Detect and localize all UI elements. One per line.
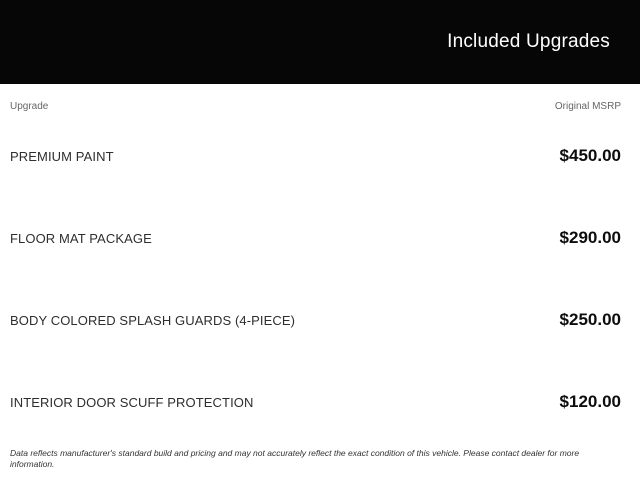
upgrade-name: FLOOR MAT PACKAGE [10,230,152,246]
upgrade-name: PREMIUM PAINT [10,148,114,164]
disclaimer-text: Data reflects manufacturer's standard build and pricing and may not accurately reflect the exact condition of this vehicle. Please contact dealer for more information. [10,448,580,470]
column-header-upgrade: Upgrade [10,101,49,112]
table-row [10,279,621,361]
upgrade-price: $120.00 [559,392,621,411]
column-header-msrp: Original MSRP [554,101,621,112]
table-row [10,361,621,443]
table-row [10,197,621,279]
upgrade-price: $450.00 [559,146,621,165]
upgrade-price: $250.00 [559,310,621,329]
header-band [0,0,640,84]
page-title: Included Upgrades [447,31,610,52]
upgrade-name: INTERIOR DOOR SCUFF PROTECTION [10,394,254,410]
upgrade-name: BODY COLORED SPLASH GUARDS (4-PIECE) [10,312,296,328]
table-column-headers [10,84,621,115]
table-row [10,115,621,197]
upgrades-table [0,84,640,443]
upgrade-price: $290.00 [559,228,621,247]
